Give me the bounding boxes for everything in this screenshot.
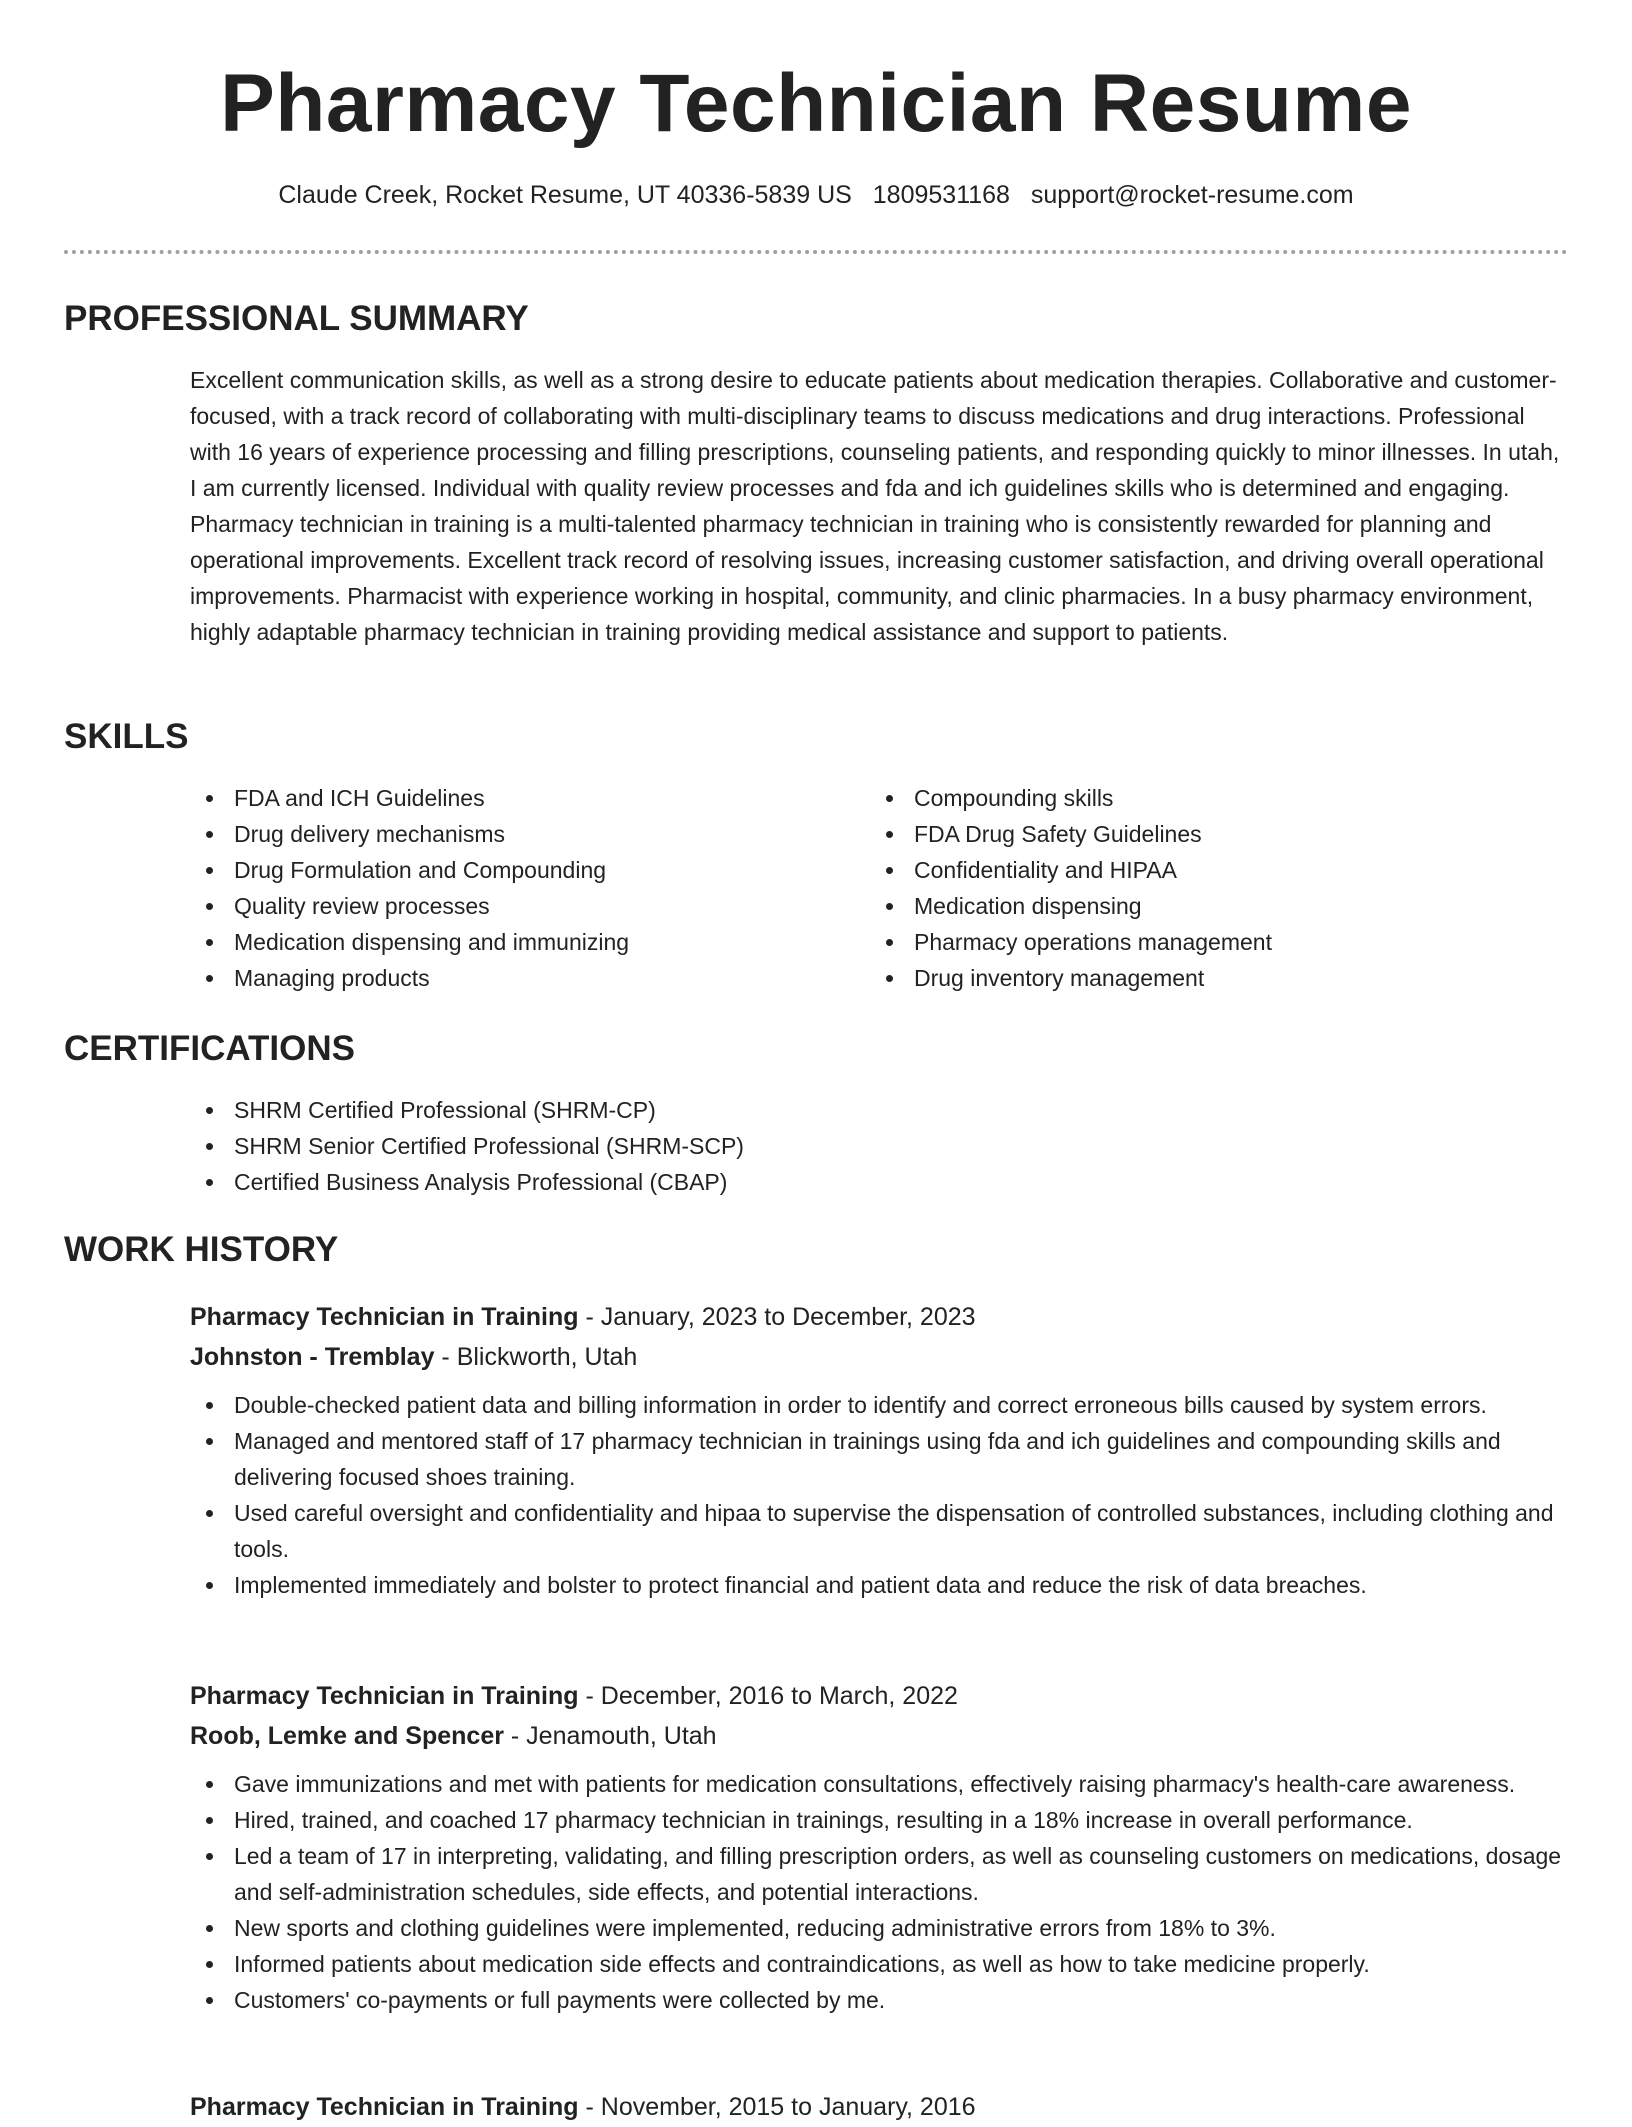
skill-item: FDA Drug Safety Guidelines: [870, 816, 1550, 852]
job-company: Roob, Lemke and Spencer: [190, 1722, 504, 1750]
skills-column-right: [870, 780, 1550, 996]
job-bullet: Informed patients about medication side effects and contraindications, as well as how to take medicine properly.: [190, 1946, 1568, 1982]
job-location: - Blickworth, Utah: [434, 1343, 638, 1371]
skill-item: Drug delivery mechanisms: [190, 816, 870, 852]
skill-item: Managing products: [190, 960, 870, 996]
skill-item: FDA and ICH Guidelines: [190, 780, 870, 816]
job-bullet: New sports and clothing guidelines were implemented, reducing administrative errors from 18% to 3%.: [190, 1910, 1568, 1946]
job-bullet: Used careful oversight and confidentiality and hipaa to supervise the dispensation of controlled substances, including clothing and tools.: [190, 1495, 1568, 1567]
work-section: [64, 1229, 1568, 2121]
job-company-line: [190, 1716, 1568, 1756]
job-dates: - November, 2015 to January, 2016: [578, 2093, 976, 2121]
certification-item: Certified Business Analysis Professional (CBAP): [190, 1164, 744, 1200]
job-role: Pharmacy Technician in Training: [190, 1303, 579, 1331]
header-divider: [64, 250, 1568, 254]
skills-column-left: [190, 780, 870, 996]
job-dates: - December, 2016 to March, 2022: [578, 1682, 958, 1710]
job-location: - Jenamouth, Utah: [503, 1722, 717, 1750]
resume-title: Pharmacy Technician Resume: [220, 58, 1412, 149]
certifications-section: [64, 1028, 1568, 1195]
job-company-line: [190, 1337, 1568, 1377]
job-bullet: Implemented immediately and bolster to protect financial and patient data and reduce the risk of data breaches.: [190, 1567, 1568, 1603]
phone-text: 1809531168: [872, 181, 1010, 209]
job-bullet: Customers' co-payments or full payments were collected by me.: [190, 1982, 1568, 2018]
skill-item: Compounding skills: [870, 780, 1550, 816]
job-role: Pharmacy Technician in Training: [190, 2093, 579, 2121]
section-title-certifications: CERTIFICATIONS: [64, 1029, 356, 1068]
job-bullet: Double-checked patient data and billing information in order to identify and correct erroneous bills caused by system errors.: [190, 1387, 1568, 1423]
section-title-skills: SKILLS: [64, 717, 189, 756]
skills-section: [64, 716, 1568, 991]
section-title-work: WORK HISTORY: [64, 1230, 339, 1269]
job-role: Pharmacy Technician in Training: [190, 1682, 579, 1710]
job-role-line: [190, 2087, 1568, 2127]
job-role-line: [190, 1297, 1568, 1337]
skill-item: Drug inventory management: [870, 960, 1550, 996]
address-text: Claude Creek, Rocket Resume, UT 40336-5839 US: [278, 181, 852, 209]
skill-item: Confidentiality and HIPAA: [870, 852, 1550, 888]
job-entry: [190, 1297, 1568, 1603]
certification-item: SHRM Certified Professional (SHRM-CP): [190, 1092, 744, 1128]
email-text: support@rocket-resume.com: [1030, 181, 1354, 209]
job-role-line: [190, 1676, 1568, 1716]
skill-item: Medication dispensing: [870, 888, 1550, 924]
job-company: Johnston - Tremblay: [190, 1343, 435, 1371]
job-bullet: Led a team of 17 in interpreting, validating, and filling prescription orders, as well as counseling customers on medications, dosage and self-administration schedules, side effects, and potential interactions.: [190, 1838, 1568, 1910]
job-entry: [190, 1676, 1568, 2018]
contact-line: [64, 180, 1568, 210]
skills-grid: [190, 780, 1568, 996]
job-dates: - January, 2023 to December, 2023: [578, 1303, 976, 1331]
resume-page: [64, 0, 1568, 2121]
certification-item: SHRM Senior Certified Professional (SHRM-SCP): [190, 1128, 744, 1164]
job-bullet: Managed and mentored staff of 17 pharmacy technician in trainings using fda and ich guidelines and compounding skills and delivering focused shoes training.: [190, 1423, 1568, 1495]
skill-item: Pharmacy operations management: [870, 924, 1550, 960]
skill-item: Quality review processes: [190, 888, 870, 924]
job-bullet: Gave immunizations and met with patients for medication consultations, effectively raising pharmacy's health-care awareness.: [190, 1766, 1568, 1802]
job-entry: [190, 2087, 1568, 2127]
skill-item: Drug Formulation and Compounding: [190, 852, 870, 888]
job-bullet: Hired, trained, and coached 17 pharmacy technician in trainings, resulting in a 18% increase in overall performance.: [190, 1802, 1568, 1838]
certifications-list: [190, 1092, 1568, 1200]
skill-item: Medication dispensing and immunizing: [190, 924, 870, 960]
section-title-summary: PROFESSIONAL SUMMARY: [64, 299, 529, 338]
summary-section: [64, 298, 1568, 645]
summary-paragraph: Excellent communication skills, as well as a strong desire to educate patients about medication therapies. Collaborative and customer-focused, with a track record of collaborating with multi-disciplinary teams to discuss medications and drug interactions. Professional with 16 years of experience processing and filling prescriptions, counseling patients, and responding quickly to minor illnesses. In utah, I am currently licensed. Individual with quality review processes and fda and ich guidelines skills who is determined and engaging. Pharmacy technician in training is a multi-talented pharmacy technician in training who is consistently rewarded for planning and operational improvements. Excellent track record of resolving issues, increasing customer satisfaction, and driving overall operational improvements. Pharmacist with experience working in hospital, community, and clinic pharmacies. In a busy pharmacy environment, highly adaptable pharmacy technician in training providing medical assistance and support to patients.: [190, 367, 1560, 645]
